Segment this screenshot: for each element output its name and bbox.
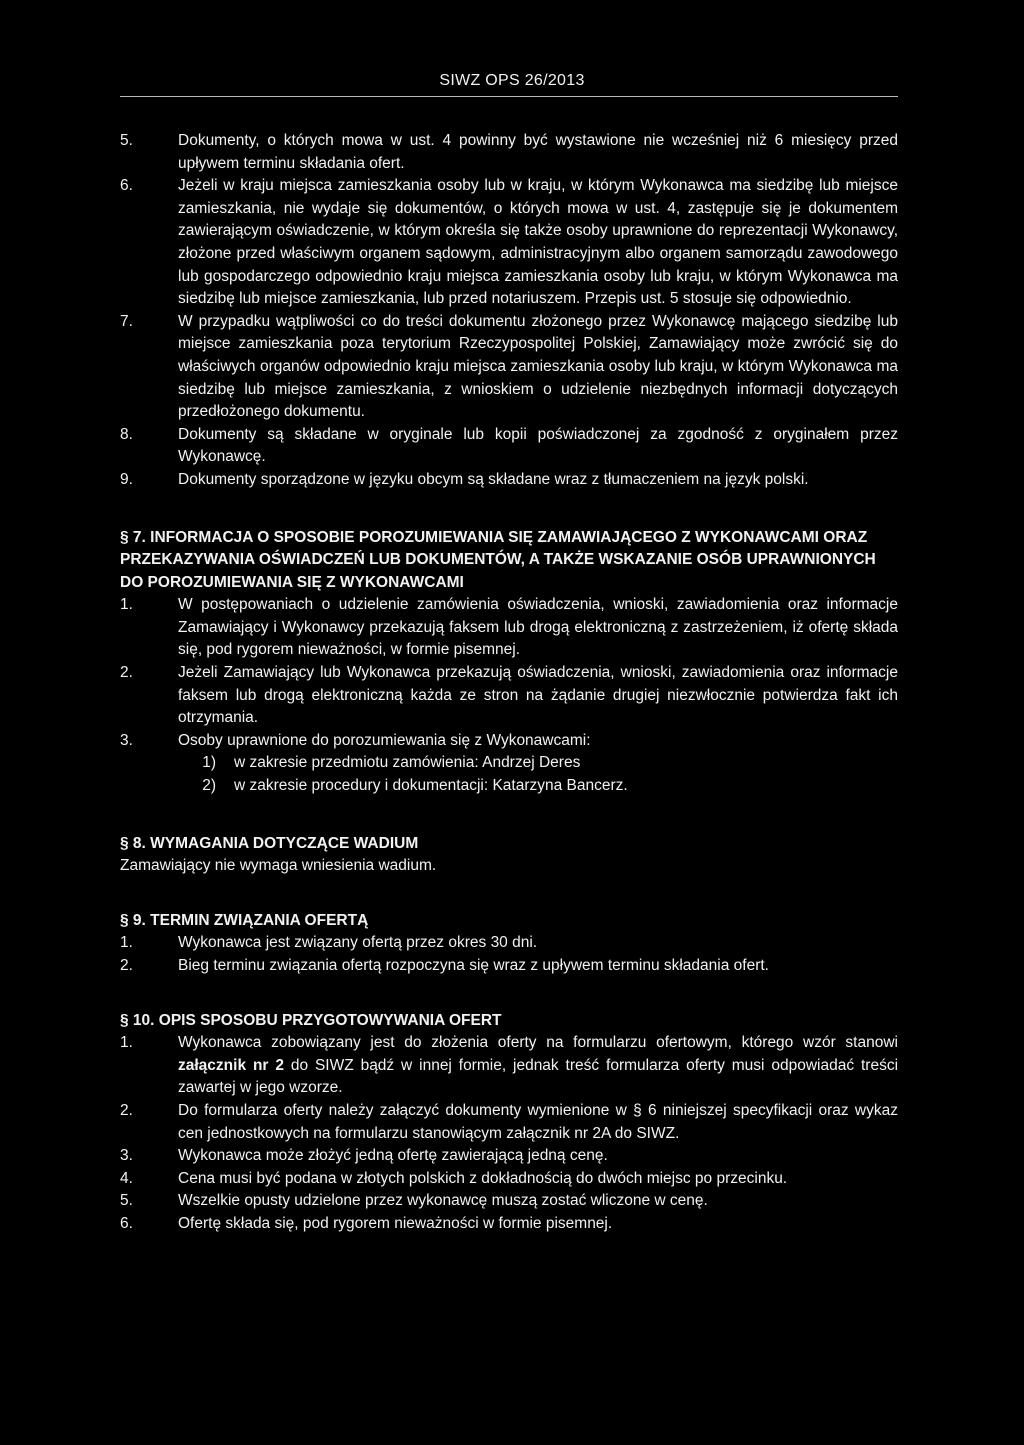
attachment-reference: załącznik nr 2 (178, 1056, 284, 1074)
item-text: Dokumenty sporządzone w języku obcym są składane wraz z tłumaczeniem na język polski. (178, 470, 809, 488)
section-10-heading: § 10. OPIS SPOSOBU PRZYGOTOWYWANIA OFERT (120, 1011, 502, 1029)
section-9-heading: § 9. TERMIN ZWIĄZANIA OFERTĄ (120, 911, 369, 929)
item-text-part: do SIWZ bądź w innej formie, jednak treść formularza oferty musi odpowiadać treści zawartej w jego wzorze. (178, 1056, 899, 1097)
sub-list-item (178, 752, 898, 775)
item-number: 4. (120, 1169, 133, 1187)
item-number: 2. (120, 1101, 133, 1119)
item-number: 2. (120, 664, 133, 682)
item-text: Ofertę składa się, pod rygorem nieważności w formie pisemnej. (178, 1214, 613, 1232)
item-text-part: Wykonawca zobowiązany jest do złożenia oferty na formularzu ofertowym, którego wzór stanowi (178, 1034, 898, 1052)
item-number: 8. (120, 425, 133, 443)
item-number: 2. (120, 957, 133, 974)
item-text: Osoby uprawnione do porozumiewania się z Wykonawcami: (178, 731, 591, 749)
sub-item-number: 2) (202, 777, 216, 795)
list-item (120, 594, 898, 662)
item-text: W przypadku wątpliwości co do treści dokumentu złożonego przez Wykonawcę mającego siedzibę lub miejsce zamieszkania poza terytorium Rzeczypospolitej Polskiej, Zamawiający może zwrócić się do właściwych organów odpowiednio kraju miejsca zamieszkania osoby lub kraju, w którym Wykonawca ma siedzibę lub miejsce zamieszkania, z wnioskiem o udzielenie niezbędnych informacji dotyczących przedłożonego dokumentu. (178, 312, 898, 421)
list-item (120, 1168, 898, 1191)
list-item (120, 469, 898, 492)
item-number: 3. (120, 731, 133, 749)
item-text: Jeżeli w kraju miejsca zamieszkania osoby lub w kraju, w którym Wykonawca ma siedzibę lub miejsce zamieszkania, nie wydaje się dokumentów, o których mowa w ust. 4, zastępuje się je dokumentem zawierającym oświadczenie, w którym określa się także osoby uprawnione do reprezentacji Wykonawcy, złożone przed właściwym organem sądowym, administracyjnym albo organem samorządu zawodowego lub gospodarczego odpowiednio kraju miejsca zamieszkania osoby lub kraju, w którym Wykonawca ma siedzibę lub miejsce zamieszkania, lub przed notariuszem. Przepis ust. 5 stosuje się odpowiednio. (178, 177, 898, 308)
item-text: Wszelkie opusty udzielone przez wykonawcę muszą zostać wliczone w cenę. (178, 1192, 708, 1210)
header-rule (120, 96, 898, 97)
item-text (178, 1032, 898, 1100)
item-number: 5. (120, 132, 133, 149)
item-text: Cena musi być podana w złotych polskich z dokładnością do dwóch miejsc po przecinku. (178, 1169, 788, 1187)
item-text: Dokumenty są składane w oryginale lub kopii poświadczonej za zgodność z oryginałem przez Wykonawcę. (178, 425, 898, 466)
item-text: W postępowaniach o udzielenie zamówienia oświadczenia, wnioski, zawiadomienia oraz informacje Zamawiający i Wykonawcy przekazują faksem lub drogą elektroniczną z zastrzeżeniem, iż ofertę składa się, pod rygorem nieważności, w formie pisemnej. (178, 596, 898, 659)
sub-item-text: w zakresie procedury i dokumentacji: Katarzyna Bancerz. (234, 777, 628, 795)
item-text: Wykonawca jest związany ofertą przez okres 30 dni. (178, 934, 538, 952)
item-text: Jeżeli Zamawiający lub Wykonawca przekazują oświadczenia, wnioski, zawiadomienia oraz informacje faksem lub drogą elektroniczną każda ze stron na żądanie drugiej niezwłocznie potwierdza fakt ich otrzymania. (178, 664, 898, 727)
list-item (120, 1190, 898, 1213)
section-8-heading: § 8. WYMAGANIA DOTYCZĄCE WADIUM (120, 834, 419, 852)
list-item (120, 1145, 898, 1168)
list-item (120, 932, 898, 955)
page-header: SIWZ OPS 26/2013 (439, 72, 585, 89)
document-body (120, 130, 898, 1236)
item-text: Do formularza oferty należy załączyć dokumenty wymienione w § 6 niniejszej specyfikacji oraz wykaz cen jednostkowych na formularzu stanowiącym załącznik nr 2A do SIWZ. (178, 1101, 898, 1142)
list-item (120, 1032, 898, 1100)
list-item (120, 955, 898, 978)
list-item (120, 1213, 898, 1236)
item-number: 3. (120, 1147, 133, 1165)
item-text: Dokumenty, o których mowa w ust. 4 powinny być wystawione nie wcześniej niż 6 miesięcy przed upływem terminu składania ofert. (178, 132, 898, 172)
item-number: 1. (120, 1034, 133, 1052)
sub-item-text: w zakresie przedmiotu zamówienia: Andrzej Deres (234, 754, 581, 772)
item-number: 6. (120, 177, 133, 195)
section-8-text: Zamawiający nie wymaga wniesienia wadium. (120, 857, 437, 875)
sub-list-item (178, 775, 898, 798)
list-item (120, 730, 898, 753)
list-item (120, 424, 898, 469)
section-7-heading: § 7. INFORMACJA O SPOSOBIE POROZUMIEWANIA SIĘ ZAMAWIAJĄCEGO Z WYKONAWCAMI ORAZ PRZEKAZYWANIA OŚWIADCZEŃ LUB DOKUMENTÓW, A TAKŻE WSKAZANIE OSÓB UPRAWNIONYCH DO POROZUMIEWANIA SIĘ Z WYKONAWCAMI (120, 528, 876, 591)
list-item (120, 662, 898, 730)
list-item (120, 311, 898, 424)
list-item (120, 1100, 898, 1145)
item-number: 5. (120, 1192, 133, 1210)
list-item (120, 130, 898, 175)
item-number: 6. (120, 1214, 133, 1232)
item-number: 7. (120, 312, 133, 330)
item-number: 1. (120, 934, 133, 952)
item-number: 9. (120, 470, 133, 488)
item-number: 1. (120, 596, 133, 614)
sub-item-number: 1) (202, 754, 216, 772)
item-text: Wykonawca może złożyć jedną ofertę zawierającą jedną cenę. (178, 1147, 608, 1165)
item-text: Bieg terminu związania ofertą rozpoczyna się wraz z upływem terminu składania ofert. (178, 957, 769, 974)
list-item (120, 175, 898, 311)
